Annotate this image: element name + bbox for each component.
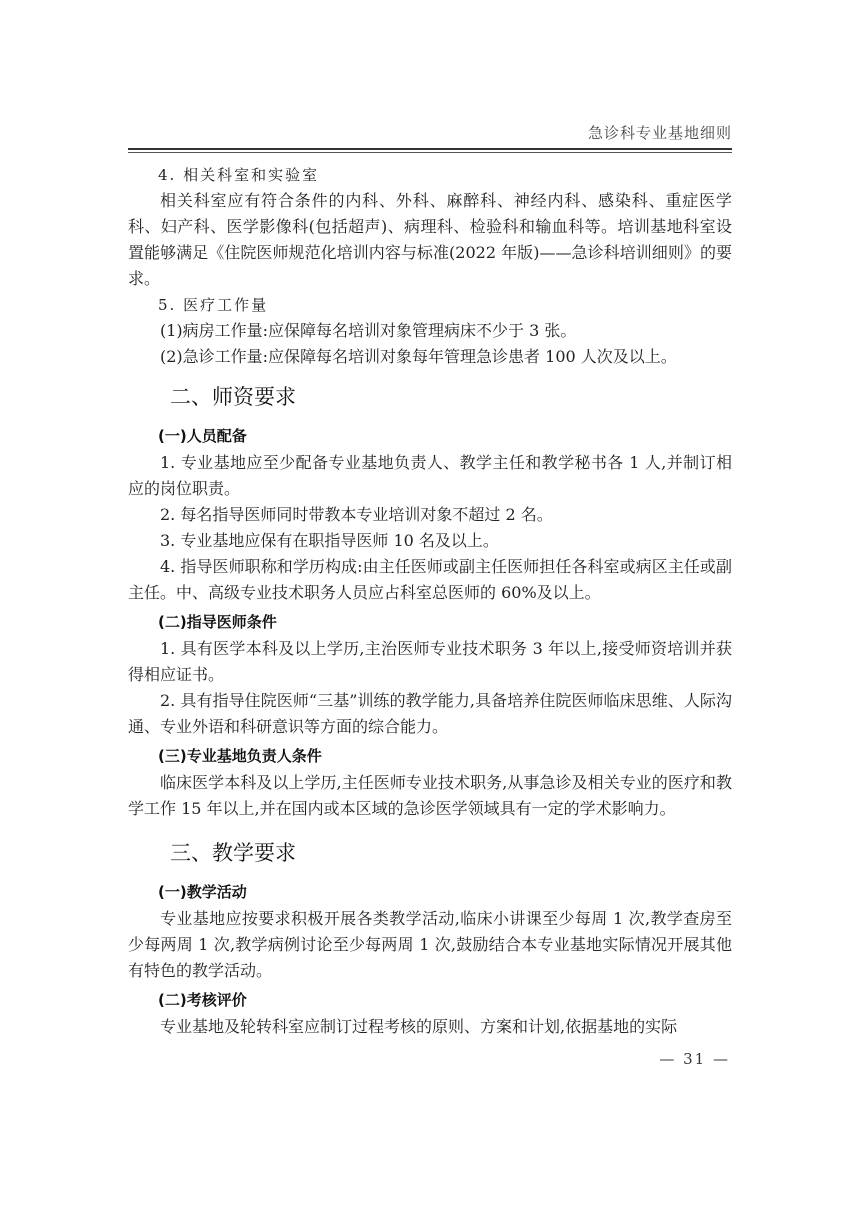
item-heading-workload: 5. 医疗工作量 (158, 296, 269, 314)
paragraph-staffing-4: 4. 指导医师职称和学历构成:由主任医师或副主任医师担任各科室或病区主任或副主任。中、高级专业技术职务人员应占科室总医师的 60%及以上。 (128, 557, 732, 602)
header-rule-thin (128, 152, 732, 153)
section-title-faculty: 二、师资要求 (170, 385, 296, 409)
paragraph-staffing-1: 1. 专业基地应至少配备专业基地负责人、教学主任和教学秘书各 1 人,并制订相应的岗位职责。 (128, 453, 732, 498)
paragraph-instructor-1: 1. 具有医学本科及以上学历,主治医师专业技术职务 3 年以上,接受师资培训并获得相应证书。 (128, 639, 732, 684)
paragraph-assessment: 专业基地及轮转科室应制订过程考核的原则、方案和计划,依据基地的实际 (160, 1017, 678, 1036)
paragraph-labs: 相关科室应有符合条件的内科、外科、麻醉科、神经内科、感染科、重症医学科、妇产科、医学影像科(包括超声)、病理科、检验科和输血科等。培训基地科室设置能够满足《住院医师规范化培训内容与标准(2022 年版)——急诊科培训细则》的要求。 (128, 191, 732, 288)
subsection-title-staffing: (一)人员配备 (158, 427, 247, 445)
item-heading-labs: 4. 相关科室和实验室 (158, 166, 320, 184)
page-content (128, 162, 732, 1040)
paragraph-activities: 专业基地应按要求积极开展各类教学活动,临床小讲课至少每周 1 次,教学查房至少每两周 1 次,教学病例讨论至少每两周 1 次,鼓励结合本专业基地实际情况开展其他有特色的教学活动。 (128, 909, 732, 980)
subsection-title-activities: (一)教学活动 (158, 883, 247, 901)
paragraph-workload-emergency: (2)急诊工作量:应保障每名培训对象每年管理急诊患者 100 人次及以上。 (160, 347, 677, 366)
header-rule (128, 148, 732, 150)
paragraph-instructor-2: 2. 具有指导住院医师“三基”训练的教学能力,具备培养住院医师临床思维、人际沟通、专业外语和科研意识等方面的综合能力。 (128, 691, 732, 736)
subsection-title-director: (三)专业基地负责人条件 (158, 747, 322, 765)
subsection-title-instructor: (二)指导医师条件 (158, 613, 277, 631)
paragraph-director: 临床医学本科及以上学历,主任医师专业技术职务,从事急诊及相关专业的医疗和教学工作 15 年以上,并在国内或本区域的急诊医学领域具有一定的学术影响力。 (128, 773, 732, 818)
running-header: 急诊科专业基地细则 (587, 124, 732, 142)
page-number: — 31 — (659, 1050, 730, 1068)
paragraph-workload-ward: (1)病房工作量:应保障每名培训对象管理病床不少于 3 张。 (160, 321, 577, 340)
section-title-teaching: 三、教学要求 (170, 841, 296, 865)
subsection-title-assessment: (二)考核评价 (158, 991, 247, 1009)
paragraph-staffing-3: 3. 专业基地应保有在职指导医师 10 名及以上。 (160, 531, 499, 550)
paragraph-staffing-2: 2. 每名指导医师同时带教本专业培训对象不超过 2 名。 (160, 505, 553, 524)
